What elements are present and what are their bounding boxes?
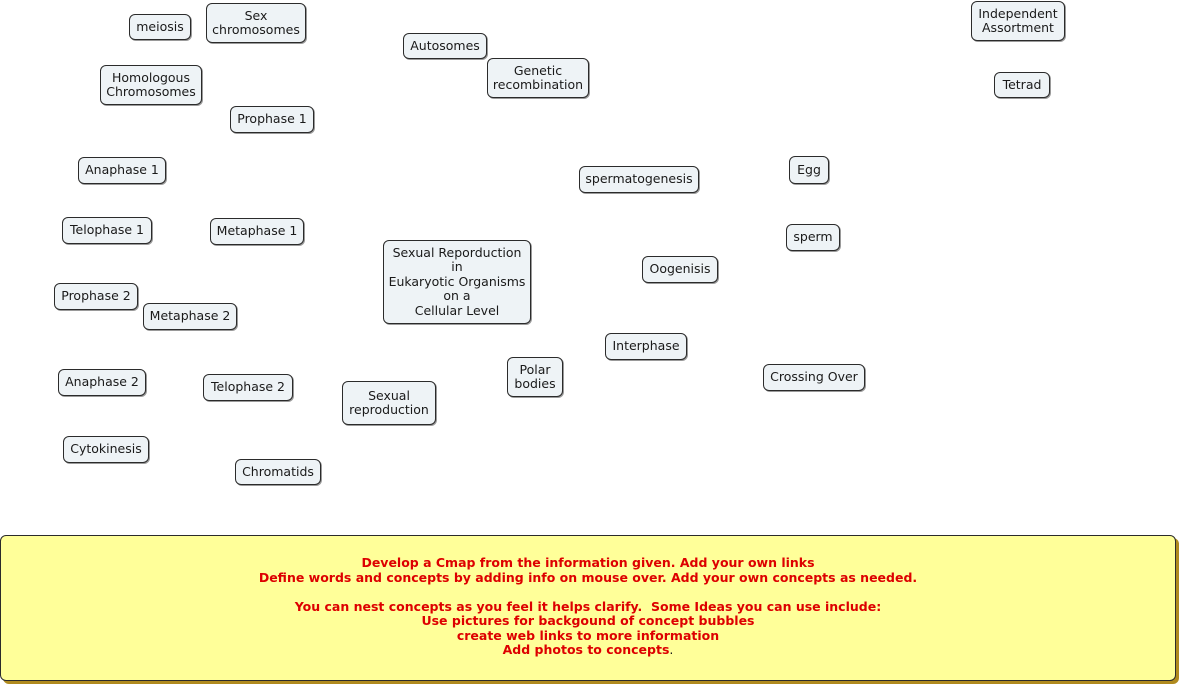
concept-oogenisis[interactable]: Oogenisis bbox=[642, 256, 718, 283]
concept-prophase-1[interactable]: Prophase 1 bbox=[230, 106, 314, 133]
instruction-spacer bbox=[1, 585, 1175, 600]
concept-polar-bodies[interactable]: Polar bodies bbox=[507, 357, 563, 397]
concept-telophase-1[interactable]: Telophase 1 bbox=[62, 217, 152, 244]
concept-homologous-chromosomes[interactable]: Homologous Chromosomes bbox=[100, 65, 202, 105]
concept-sperm[interactable]: sperm bbox=[786, 224, 840, 251]
concept-independent-assortment[interactable]: Independent Assortment bbox=[971, 1, 1065, 41]
concept-crossing-over[interactable]: Crossing Over bbox=[763, 364, 865, 391]
instruction-line: Define words and concepts by adding info on mouse over. Add your own concepts as needed. bbox=[258, 569, 918, 585]
concept-cytokinesis[interactable]: Cytokinesis bbox=[63, 436, 149, 463]
concept-main-topic[interactable]: Sexual Reporduction in Eukaryotic Organisms on a Cellular Level bbox=[383, 240, 531, 324]
concept-spermatogenesis[interactable]: spermatogenesis bbox=[579, 166, 699, 193]
concept-telophase-2[interactable]: Telophase 2 bbox=[203, 374, 293, 401]
concept-meiosis[interactable]: meiosis bbox=[129, 14, 191, 40]
concept-egg[interactable]: Egg bbox=[789, 156, 829, 184]
instruction-line-last bbox=[1, 643, 1175, 658]
concept-genetic-recombination[interactable]: Genetic recombination bbox=[487, 58, 589, 98]
instruction-text: Add photos to concepts bbox=[502, 642, 670, 657]
instruction-line: Develop a Cmap from the information given. Add your own links bbox=[361, 555, 815, 570]
instruction-period: . bbox=[669, 642, 674, 657]
concept-metaphase-2[interactable]: Metaphase 2 bbox=[143, 303, 237, 330]
concept-metaphase-1[interactable]: Metaphase 1 bbox=[210, 218, 304, 245]
instruction-line: You can nest concepts as you feel it helps clarify. Some Ideas you can use include: bbox=[294, 598, 882, 614]
concept-interphase[interactable]: Interphase bbox=[605, 333, 687, 360]
concept-sex-chromosomes[interactable]: Sex chromosomes bbox=[206, 3, 306, 43]
concept-tetrad[interactable]: Tetrad bbox=[994, 72, 1050, 98]
concept-chromatids[interactable]: Chromatids bbox=[235, 459, 321, 485]
instruction-line: Use pictures for backgound of concept bubbles bbox=[421, 613, 755, 628]
instruction-line: create web links to more information bbox=[456, 627, 720, 643]
concept-autosomes[interactable]: Autosomes bbox=[403, 33, 487, 59]
concept-prophase-2[interactable]: Prophase 2 bbox=[54, 283, 138, 310]
concept-sexual-reproduction[interactable]: Sexual reproduction bbox=[342, 381, 436, 425]
concept-anaphase-2[interactable]: Anaphase 2 bbox=[58, 369, 146, 396]
instructions-note[interactable] bbox=[0, 535, 1176, 681]
concept-anaphase-1[interactable]: Anaphase 1 bbox=[78, 157, 166, 184]
